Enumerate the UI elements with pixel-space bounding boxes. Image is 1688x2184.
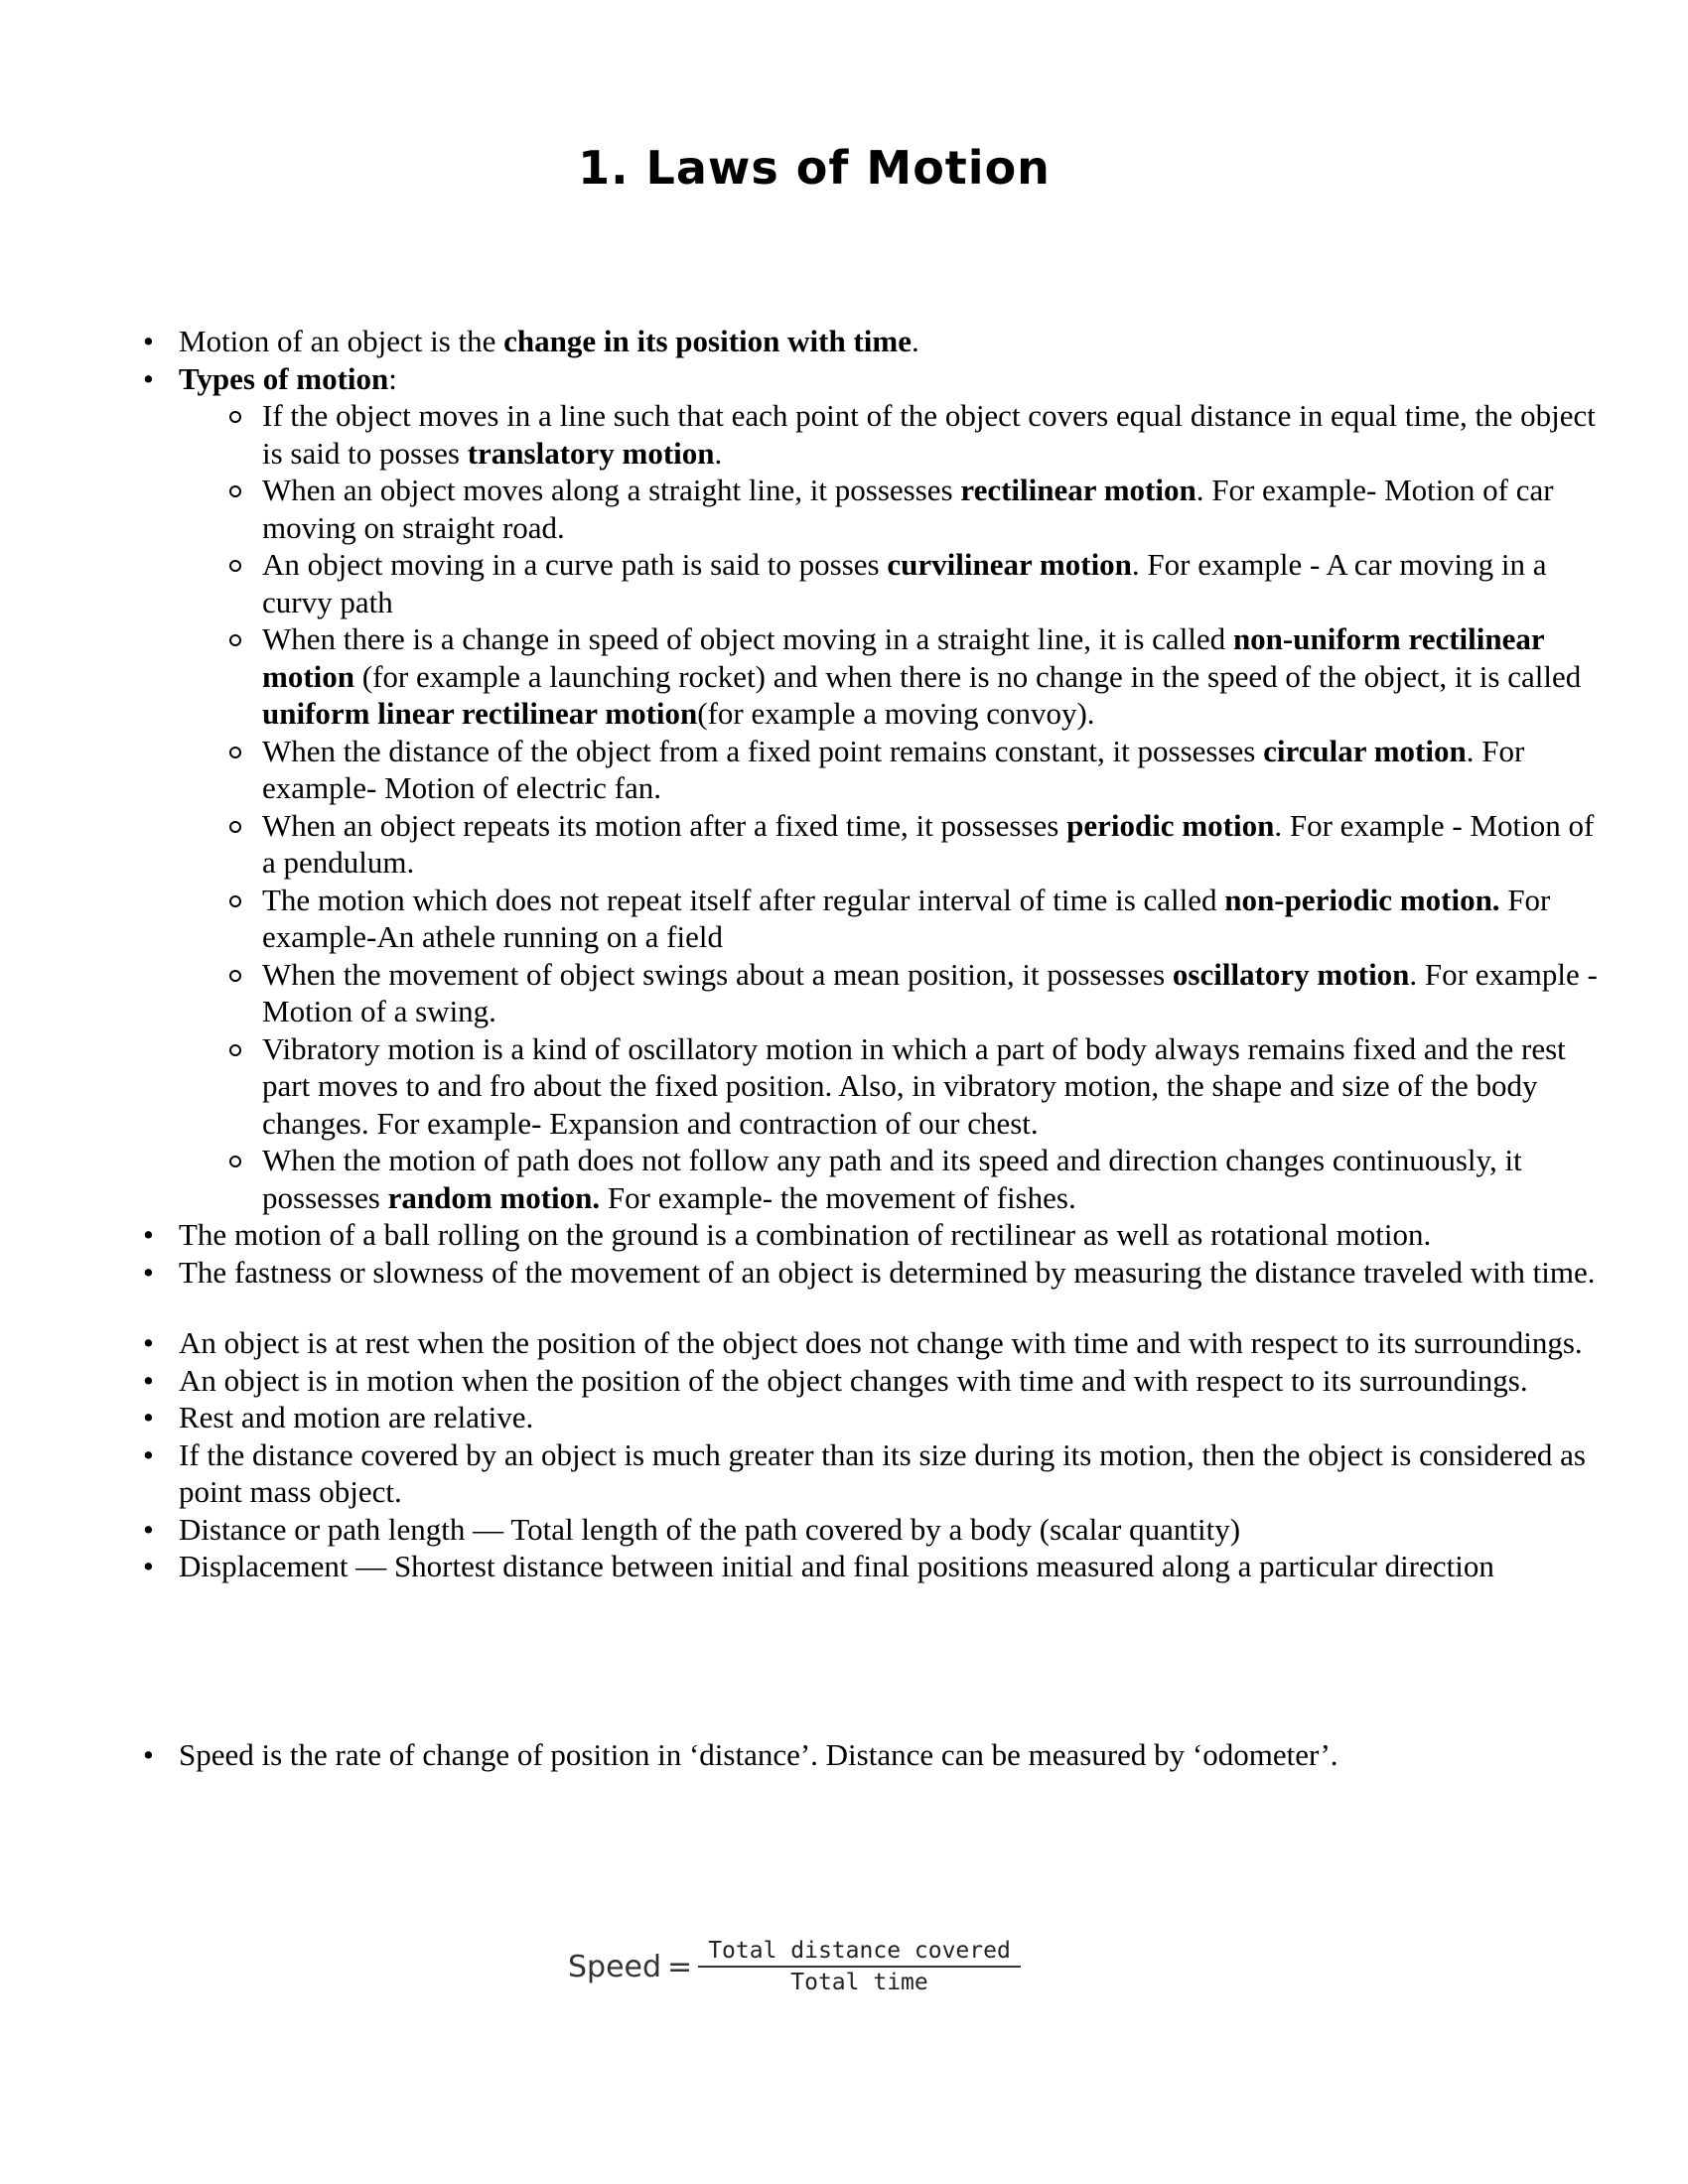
text-run: If the object moves in a line such that each point of the object covers equal distance in equal time, the object is said to posses — [262, 398, 1596, 471]
bullet-list-motion-types — [139, 323, 1604, 1291]
bullet-list-speed — [139, 1736, 1604, 1774]
sub-list-item — [139, 1030, 1604, 1143]
text-run: When the movement of object swings about a mean position, it possesses — [262, 956, 1173, 992]
sub-list-item — [139, 956, 1604, 1030]
text-run: If the distance covered by an object is much greater than its size during its motion, then the object is considered as point mass object. — [179, 1436, 1586, 1509]
text-run: An object is at rest when the position of the object does not change with time and with respect to its surroundings. — [179, 1325, 1583, 1360]
list-item — [139, 1399, 1604, 1436]
bold-term: oscillatory motion — [1172, 956, 1410, 992]
text-run: (for example a moving convoy). — [697, 696, 1095, 731]
sub-list-item — [139, 620, 1604, 733]
text-run: For example-An athele running on a field — [262, 882, 1551, 954]
bold-term: rectilinear motion — [960, 473, 1196, 507]
text-run: (for example a launching rocket) and when there is no change in the speed of the object, it is called — [354, 658, 1582, 694]
bold-term: periodic motion — [1066, 807, 1275, 843]
formula-fraction — [698, 1938, 1021, 1995]
sub-list-item — [139, 807, 1604, 882]
formula-lhs: Speed — [568, 1949, 662, 1984]
text-run: When the motion of path does not follow any path and its speed and direction changes continuously, it possesses — [262, 1143, 1522, 1215]
bold-term: Types of motion — [179, 360, 389, 396]
speed-formula — [568, 1932, 1021, 2001]
text-run: Rest and motion are relative. — [179, 1400, 534, 1434]
text-run: . For example- Motion of car moving on straight road. — [262, 473, 1554, 545]
text-run: . For example- Motion of electric fan. — [262, 733, 1525, 805]
text-run: When there is a change in speed of object moving in a straight line, it is called — [262, 621, 1233, 656]
formula-numerator: Total distance covered — [698, 1938, 1021, 1968]
sub-list-item — [139, 546, 1604, 620]
list-item — [139, 1436, 1604, 1511]
spacer — [139, 1291, 1604, 1324]
page-title: 1. Laws of Motion — [578, 141, 1051, 195]
list-item — [139, 1362, 1604, 1400]
bold-term: random motion. — [387, 1179, 601, 1215]
text-run: . For example - A car moving in a curvy path — [262, 547, 1547, 619]
bold-term: uniform linear rectilinear motion — [262, 696, 698, 731]
sub-list-item — [139, 472, 1604, 546]
text-run: When an object repeats its motion after a fixed time, it possesses — [262, 807, 1067, 843]
list-item — [139, 1324, 1604, 1362]
bold-term: non-uniform rectilinear motion — [262, 621, 1545, 694]
text-run: When the distance of the object from a fixed point remains constant, it possesses — [262, 733, 1264, 768]
bold-term: circular motion — [1263, 733, 1467, 768]
text-run: : — [388, 360, 397, 396]
bold-term: non-periodic motion. — [1224, 882, 1500, 917]
sub-list-item — [139, 1142, 1604, 1216]
text-run: When an object moves along a straight line, it possesses — [262, 473, 961, 507]
text-run: Distance or path length — Total length of the path covered by a body (scalar quantity) — [179, 1511, 1241, 1547]
spacer — [139, 1585, 1604, 1736]
bold-term: translatory motion — [467, 435, 715, 471]
notes-content — [139, 323, 1604, 1773]
sub-list-item — [139, 397, 1604, 472]
bold-term: curvilinear motion — [887, 547, 1132, 582]
list-item — [139, 360, 1604, 1217]
text-run: For example- the movement of fishes. — [600, 1179, 1076, 1215]
list-item — [139, 1511, 1604, 1549]
text-run: . For example - Motion of a swing. — [262, 956, 1598, 1028]
text-run: An object moving in a curve path is said to posses — [262, 547, 888, 582]
sub-list — [179, 397, 1604, 1216]
list-item — [139, 1216, 1604, 1254]
text-run: Vibratory motion is a kind of oscillatory motion in which a part of body always remains fixed and the rest part moves to and fro about the fixed position. Also, in vibratory motion, the shape and size of the body changes. For example- Expansion and contraction of our chest. — [262, 1030, 1566, 1141]
bullet-list-rest-and-distance — [139, 1324, 1604, 1585]
text-run: . — [714, 435, 723, 471]
text-run: Speed is the rate of change of position in ‘distance’. Distance can be measured by ‘odometer’. — [179, 1736, 1338, 1772]
formula-equals: = — [667, 1949, 693, 1984]
bold-term: change in its position with time — [503, 324, 912, 358]
list-item — [139, 1736, 1604, 1774]
sub-list-item — [139, 733, 1604, 807]
text-run: Motion of an object is the — [179, 324, 504, 358]
text-run: . — [911, 324, 919, 358]
text-run: The motion which does not repeat itself after regular interval of time is called — [262, 882, 1225, 917]
text-run: . For example - Motion of a pendulum. — [262, 807, 1595, 880]
text-run: An object is in motion when the position of the object changes with time and with respect to its surroundings. — [179, 1362, 1528, 1398]
text-run: The fastness or slowness of the movement of an object is determined by measuring the distance traveled with time. — [179, 1254, 1596, 1290]
list-item — [139, 323, 1604, 360]
list-item — [139, 1254, 1604, 1292]
text-run: Displacement — Shortest distance between initial and final positions measured along a particular direction — [179, 1549, 1494, 1583]
list-item — [139, 1548, 1604, 1585]
sub-list-item — [139, 882, 1604, 956]
text-run: The motion of a ball rolling on the ground is a combination of rectilinear as well as rotational motion. — [179, 1217, 1432, 1252]
formula-denominator: Total time — [790, 1970, 928, 1995]
